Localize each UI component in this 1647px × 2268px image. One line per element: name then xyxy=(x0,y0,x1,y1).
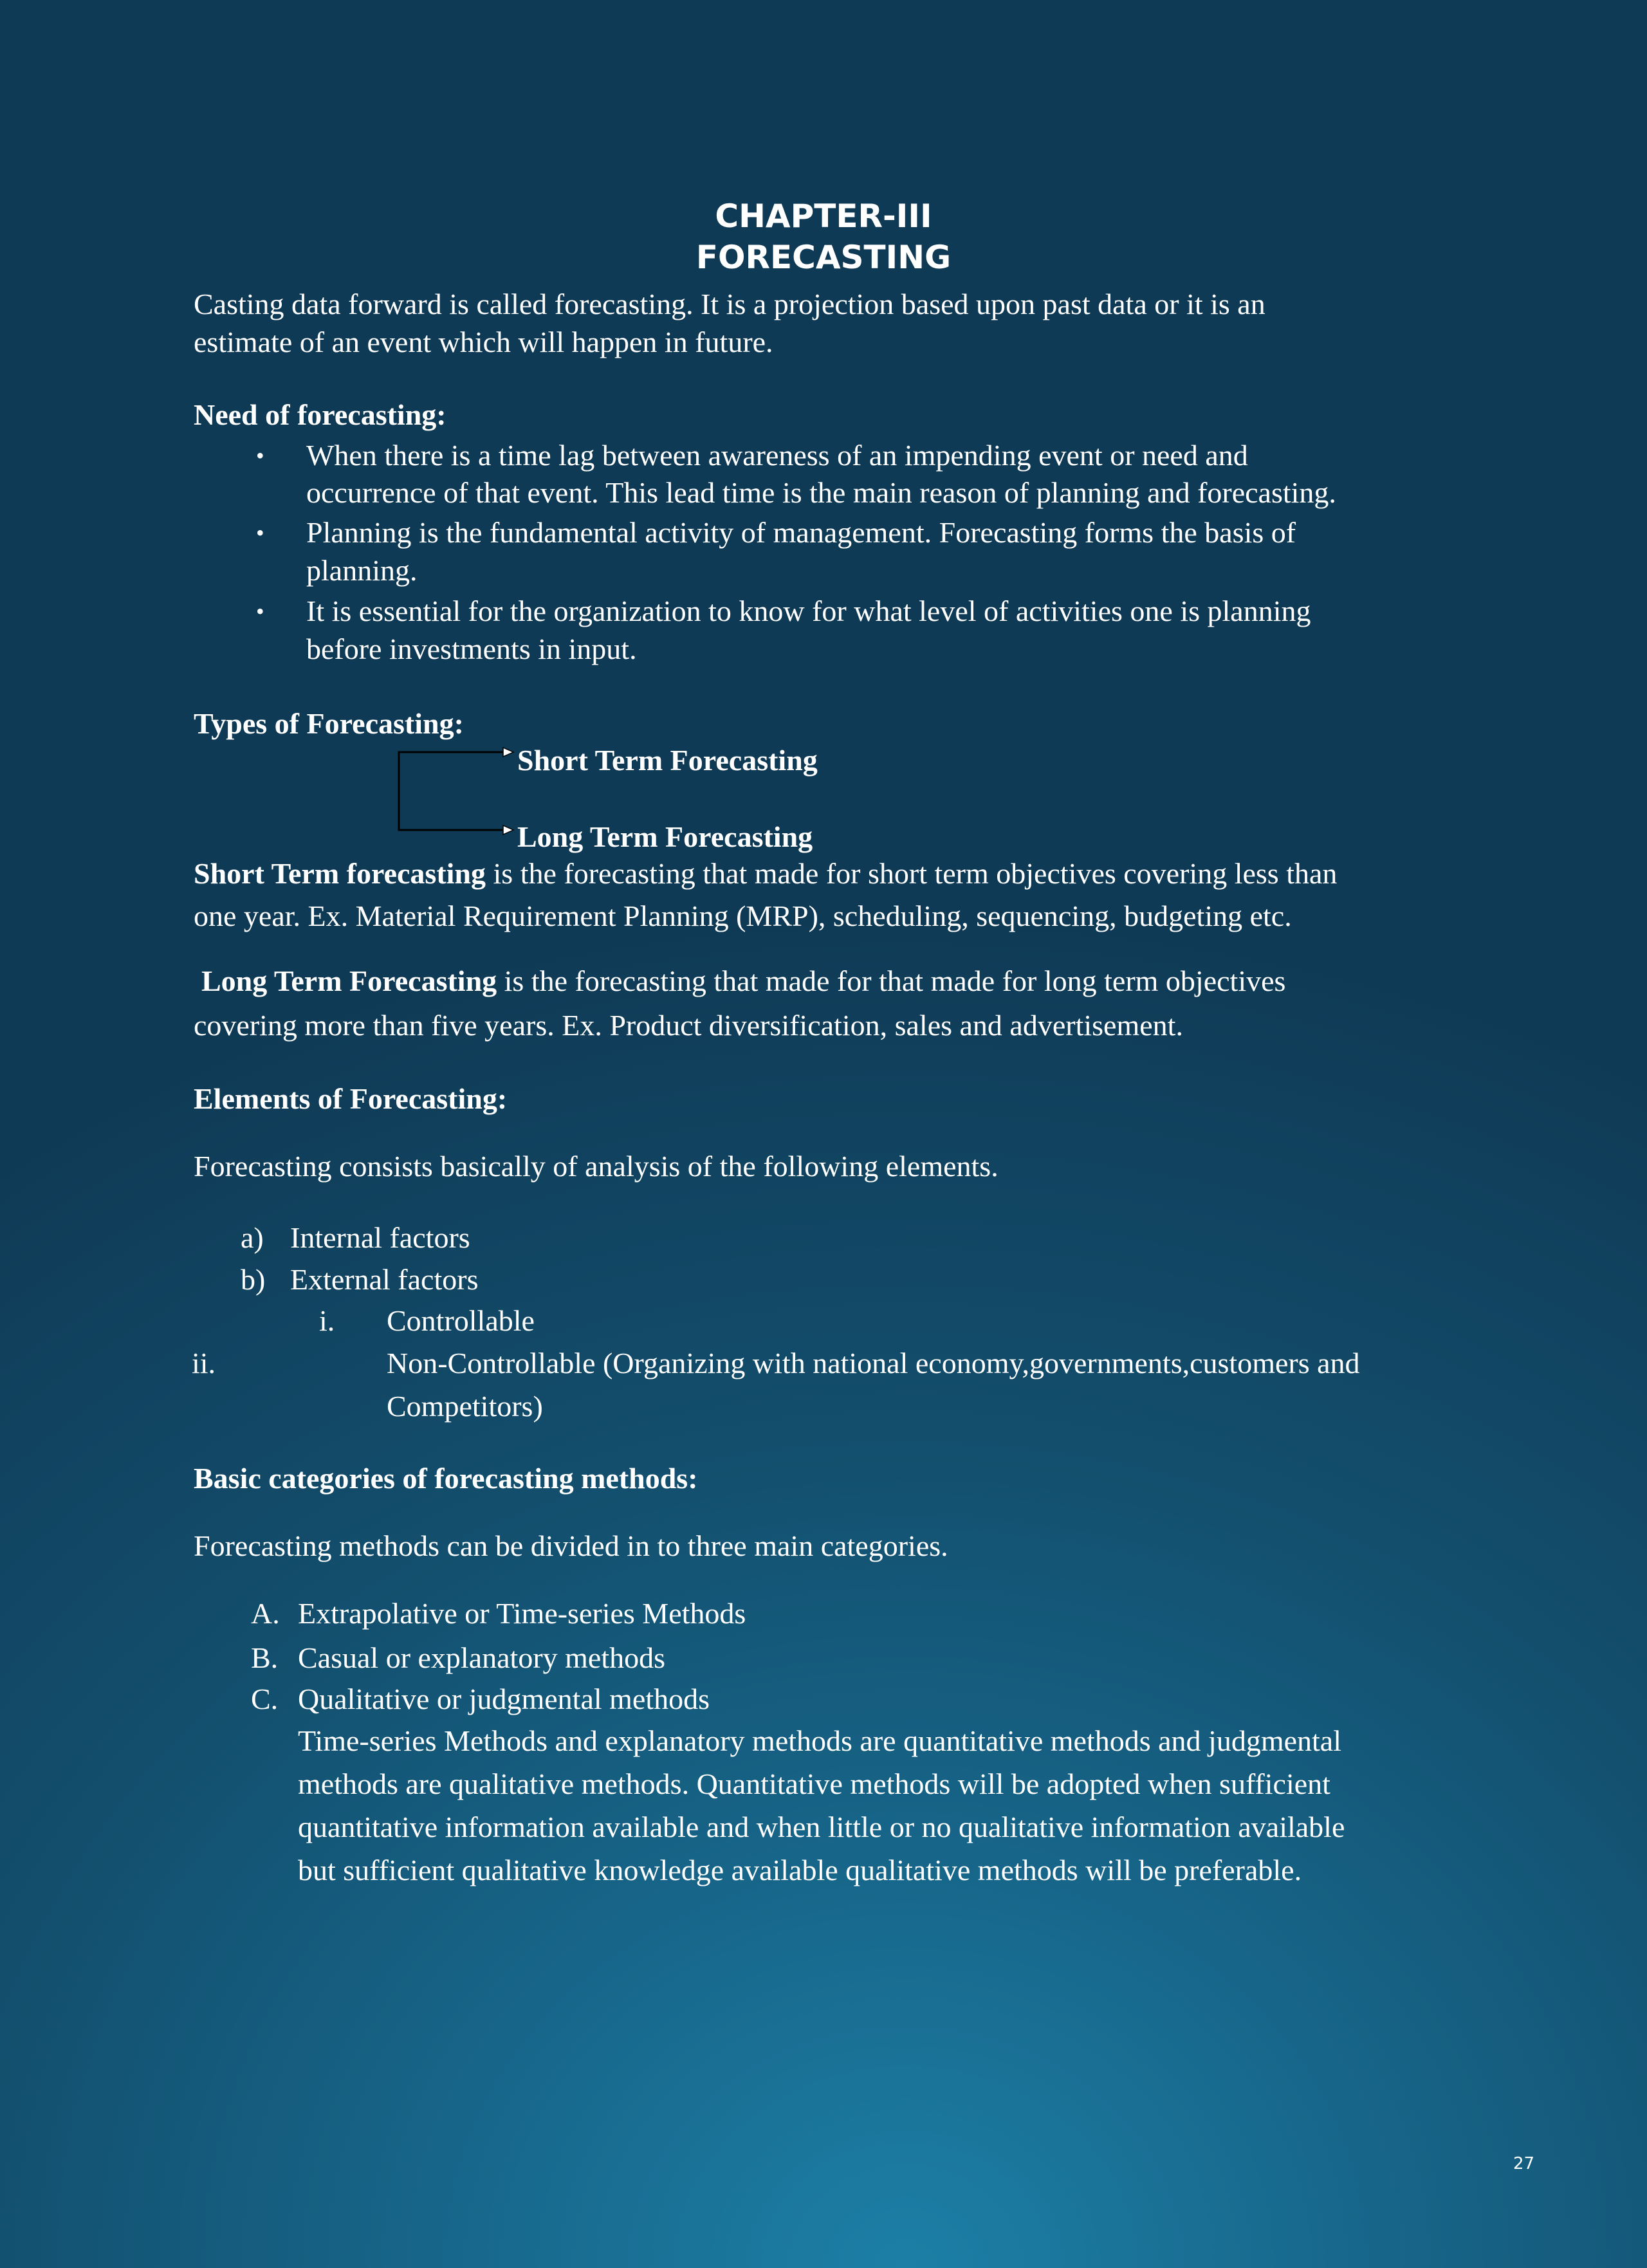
category-marker-b: B. xyxy=(251,1641,279,1674)
subitem-non-controllable-line-2: Competitors) xyxy=(387,1390,543,1423)
short-term-rest: is the forecasting that made for short term objectives covering less than xyxy=(486,857,1338,890)
element-external-factors: External factors xyxy=(290,1263,479,1296)
long-term-rest: is the forecasting that made for that made for long term objectives xyxy=(497,964,1286,997)
long-term-definition-line-1 xyxy=(201,963,1285,1000)
subitem-controllable: Controllable xyxy=(387,1304,535,1337)
subitem-marker-ii: ii. xyxy=(192,1347,216,1379)
branch-short-term: Short Term Forecasting xyxy=(517,744,818,777)
types-heading: Types of Forecasting: xyxy=(194,707,464,740)
short-term-term: Short Term forecasting xyxy=(194,857,486,890)
bullet-icon: • xyxy=(256,443,264,468)
branch-arrows xyxy=(386,740,515,843)
branch-long-term: Long Term Forecasting xyxy=(517,820,813,853)
need-heading: Need of forecasting: xyxy=(194,398,446,431)
elements-intro: Forecasting consists basically of analysis of the following elements. xyxy=(194,1150,998,1183)
element-marker-a: a) xyxy=(241,1221,264,1254)
chapter-title: FORECASTING xyxy=(695,239,952,276)
element-internal-factors: Internal factors xyxy=(290,1221,470,1254)
category-marker-c: C. xyxy=(251,1683,279,1715)
element-marker-b: b) xyxy=(241,1263,266,1296)
elements-heading: Elements of Forecasting: xyxy=(194,1082,508,1115)
closing-line-4: but sufficient qualitative knowledge available qualitative methods will be preferable. xyxy=(298,1854,1302,1886)
subitem-marker-i: i. xyxy=(319,1304,335,1337)
closing-line-3: quantitative information available and when little or no qualitative information available xyxy=(298,1811,1345,1843)
need-item-2-line-1: Planning is the fundamental activity of management. Forecasting forms the basis of xyxy=(306,516,1296,549)
need-item-1-line-1: When there is a time lag between awareness of an impending event or need and xyxy=(306,439,1248,472)
arrow-right-icon xyxy=(503,748,513,757)
bullet-icon: • xyxy=(256,520,264,546)
need-item-3-line-2: before investments in input. xyxy=(306,632,637,665)
closing-line-1: Time-series Methods and explanatory methods are quantitative methods and judgmental xyxy=(298,1724,1341,1757)
category-casual: Casual or explanatory methods xyxy=(298,1641,666,1674)
intro-line-2: estimate of an event which will happen in future. xyxy=(194,326,773,358)
subitem-non-controllable-line-1: Non-Controllable (Organizing with national economy,governments,customers and xyxy=(387,1347,1360,1379)
short-term-definition-line-1 xyxy=(194,855,1337,892)
need-item-3-line-1: It is essential for the organization to know for what level of activities one is planning xyxy=(306,595,1311,627)
category-marker-a: A. xyxy=(251,1597,280,1630)
long-term-definition-line-2: covering more than five years. Ex. Product diversification, sales and advertisement. xyxy=(194,1009,1183,1042)
chapter-number: CHAPTER-III xyxy=(715,198,932,235)
page-number: 27 xyxy=(1513,2154,1535,2173)
branch-connector-line xyxy=(399,752,503,830)
need-item-2-line-2: planning. xyxy=(306,554,418,587)
bullet-icon: • xyxy=(256,598,264,624)
closing-line-2: methods are qualitative methods. Quantitative methods will be adopted when sufficient xyxy=(298,1767,1330,1800)
need-item-1-line-2: occurrence of that event. This lead time is the main reason of planning and forecasting. xyxy=(306,476,1336,509)
intro-line-1: Casting data forward is called forecasting. It is a projection based upon past data or it is an xyxy=(194,288,1265,320)
short-term-definition-line-2: one year. Ex. Material Requirement Planning (MRP), scheduling, sequencing, budgeting etc. xyxy=(194,899,1292,932)
category-qualitative: Qualitative or judgmental methods xyxy=(298,1683,710,1715)
long-term-term: Long Term Forecasting xyxy=(201,964,497,997)
categories-heading: Basic categories of forecasting methods: xyxy=(194,1462,698,1495)
categories-intro: Forecasting methods can be divided in to three main categories. xyxy=(194,1529,948,1562)
category-time-series: Extrapolative or Time-series Methods xyxy=(298,1597,746,1630)
arrow-right-icon xyxy=(503,825,513,834)
